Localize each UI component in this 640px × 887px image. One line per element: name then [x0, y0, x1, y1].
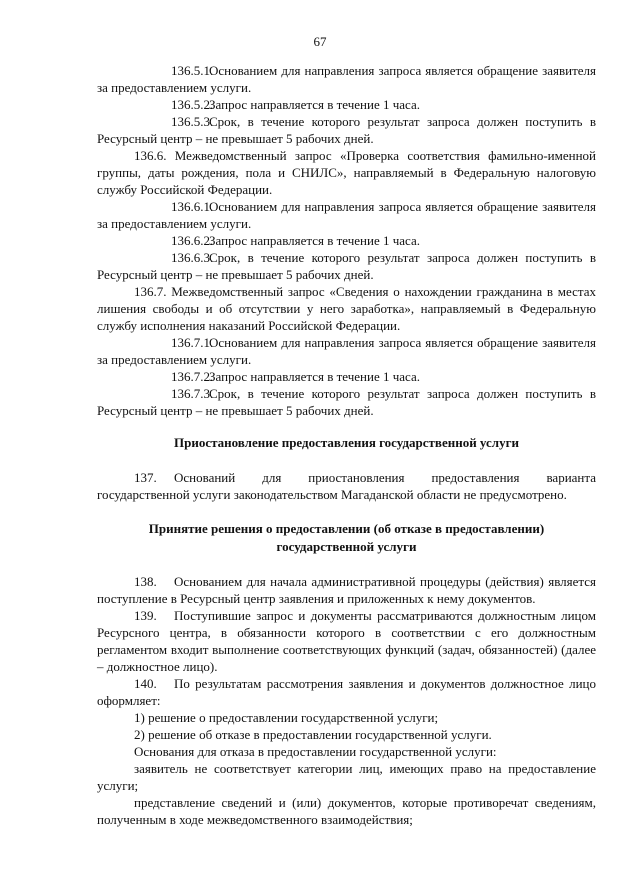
paragraph-136-7-3: [97, 385, 596, 419]
clause-text: Основанием для направления запроса является обращение заявителя за предоставлением услуги.: [97, 63, 596, 95]
clause-number: 136.7.: [134, 284, 167, 299]
clause-text: Основанием для направления запроса является обращение заявителя за предоставлением услуги.: [97, 335, 596, 367]
clause-number: 137.: [134, 470, 157, 485]
clause-number: 136.6.1.: [171, 199, 214, 214]
clause-text: Запрос направляется в течение 1 часа.: [209, 97, 421, 112]
paragraph-140: [97, 675, 596, 709]
clause-text: Межведомственный запрос «Проверка соответствия фамильно-именной группы, даты рождения, пола и СНИЛС», направляемый в Федеральную налоговую службу Российской Федерации.: [97, 148, 597, 197]
clause-number: 136.7.1.: [171, 335, 214, 350]
clause-text: Запрос направляется в течение 1 часа.: [209, 369, 421, 384]
clause-text: По результатам рассмотрения заявления и документов должностное лицо оформляет:: [97, 676, 596, 708]
clause-number: 138.: [134, 574, 157, 589]
section-heading-suspension: Приостановление предоставления государственной услуги: [173, 435, 519, 450]
refusal-ground-2: представление сведений и (или) документов, которые противоречат сведениям, полученным в ходе межведомственного взаимодействия;: [97, 795, 596, 827]
clause-number: 140.: [134, 676, 157, 691]
paragraph-136-5-3: [97, 113, 596, 147]
clause-number: 136.5.2.: [171, 97, 214, 112]
refusal-grounds-title: Основания для отказа в предоставлении государственной услуги:: [134, 744, 497, 759]
refusal-ground-1: заявитель не соответствует категории лиц, имеющих право на предоставление услуги;: [97, 761, 596, 793]
clause-text: Межведомственный запрос «Сведения о нахождении гражданина в местах лишения свободы и об отсутствии у него заработка», направляемый в Федеральную службу исполнения наказаний Российской Федерации.: [97, 284, 596, 333]
paragraph-136-5-2: [97, 96, 596, 113]
clause-number: 136.6.3.: [171, 250, 214, 265]
section-heading-decision-line2: государственной услуги: [276, 539, 417, 554]
paragraph-136-7-1: [97, 334, 596, 368]
list-item-1: 1) решение о предоставлении государственной услуги;: [134, 710, 439, 725]
clause-number: 136.5.3.: [171, 114, 214, 129]
clause-number: 136.7.3.: [171, 386, 214, 401]
clause-text: Основанием для направления запроса является обращение заявителя за предоставлением услуги.: [97, 199, 596, 231]
list-item-2: 2) решение об отказе в предоставлении государственной услуги.: [134, 727, 492, 742]
clause-number: 136.6.2.: [171, 233, 214, 248]
page-number: 67: [313, 34, 327, 49]
section-heading-decision-line1: Принятие решения о предоставлении (об отказе в предоставлении): [148, 521, 545, 536]
clause-text: Срок, в течение которого результат запроса должен поступить в Ресурсный центр – не превышает 5 рабочих дней.: [97, 386, 596, 418]
paragraph-137: [97, 469, 596, 503]
paragraph-136-6-2: [97, 232, 596, 249]
clause-text: Срок, в течение которого результат запроса должен поступить в Ресурсный центр – не превышает 5 рабочих дней.: [97, 114, 596, 146]
paragraph-139: [97, 607, 596, 675]
clause-number: 139.: [134, 608, 157, 623]
clause-text: Поступившие запрос и документы рассматриваются должностным лицом Ресурсного центра, в обязанности которого в соответствии с его должностным регламентом входит выполнение соответствующих функций (задач, обязанностей) (далее – должностное лицо).: [97, 608, 596, 674]
clause-text: Основанием для начала административной процедуры (действия) является поступление в Ресурсный центр заявления и приложенных к нему документов.: [97, 574, 596, 606]
clause-number: 136.5.1.: [171, 63, 214, 78]
paragraph-138: [97, 573, 596, 607]
clause-number: 136.7.2.: [171, 369, 214, 384]
clause-number: 136.6.: [134, 148, 167, 163]
paragraph-136-7: [97, 283, 596, 334]
clause-text: Оснований для приостановления предоставления варианта государственной услуги законодательством Магаданской области не предусмотрено.: [97, 470, 596, 502]
paragraph-136-7-2: [97, 368, 596, 385]
paragraph-136-5-1: [97, 62, 596, 96]
clause-text: Срок, в течение которого результат запроса должен поступить в Ресурсный центр – не превышает 5 рабочих дней.: [97, 250, 596, 282]
clause-text: Запрос направляется в течение 1 часа.: [209, 233, 421, 248]
paragraph-136-6: [97, 147, 596, 198]
paragraph-136-6-3: [97, 249, 596, 283]
paragraph-136-6-1: [97, 198, 596, 232]
